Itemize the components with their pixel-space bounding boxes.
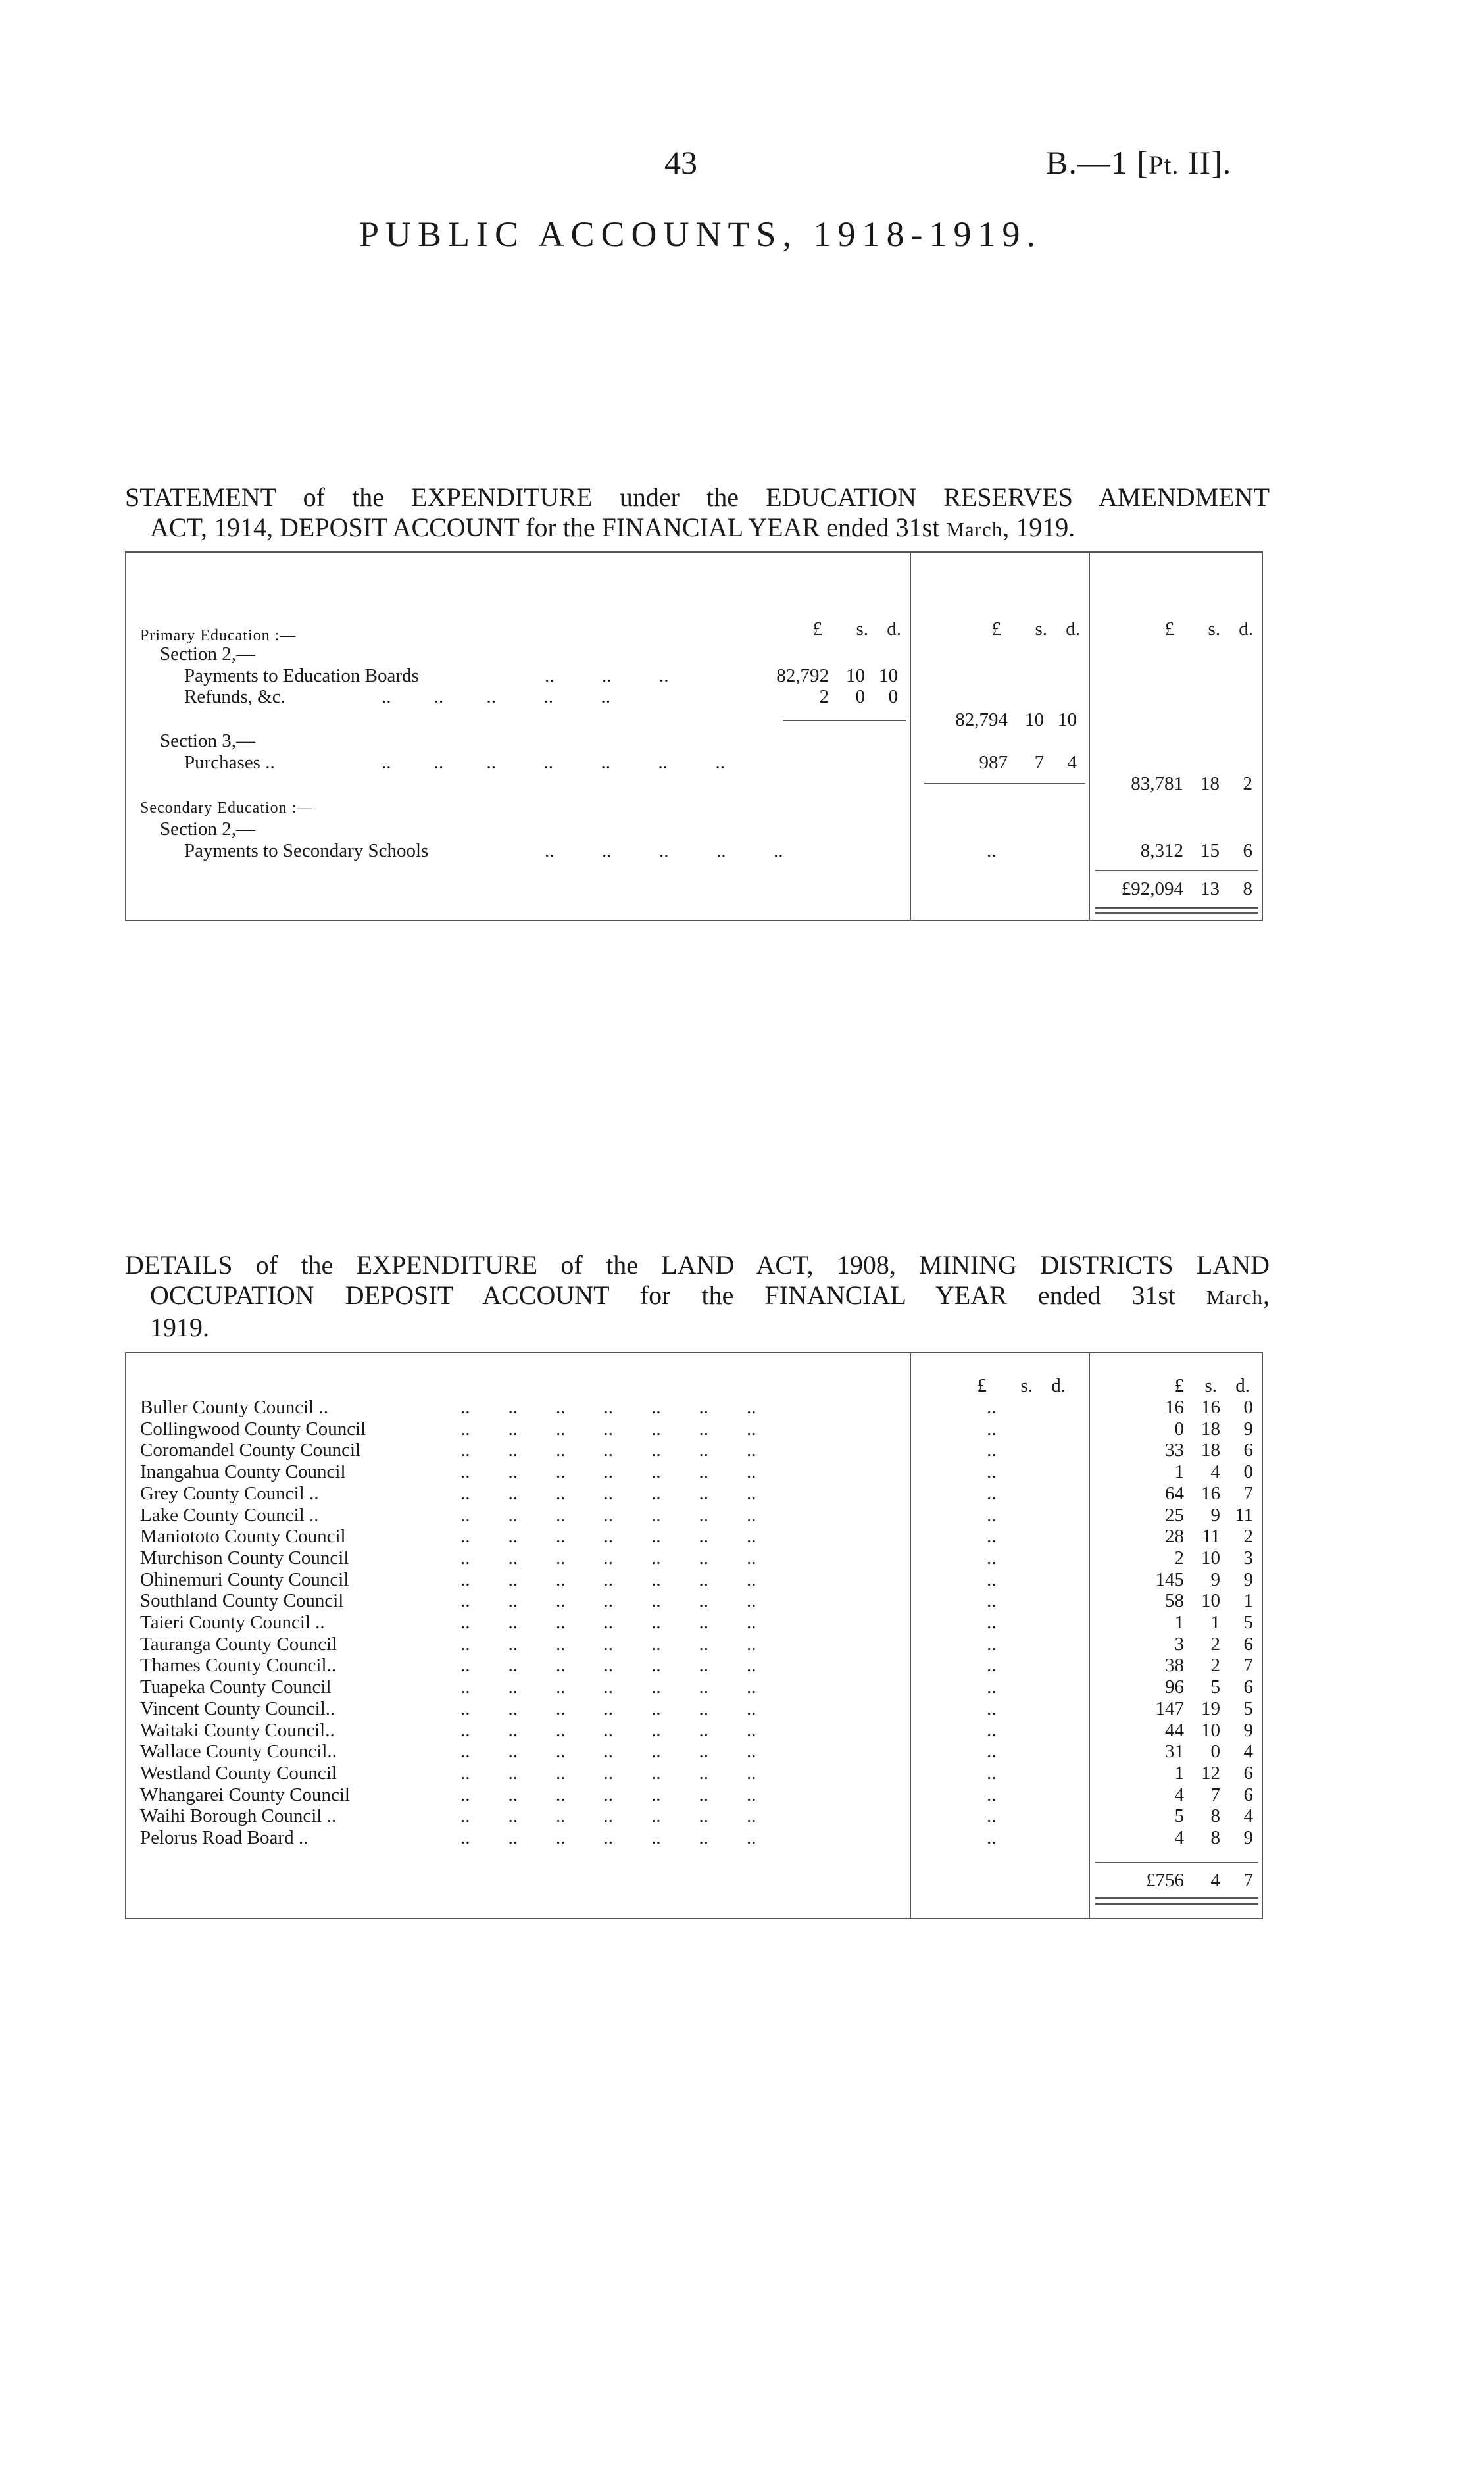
table-row-amount: 4 7 6 xyxy=(1174,1784,1253,1805)
table-row-amount: 0 18 9 xyxy=(1174,1419,1253,1440)
table-row-amount: 147 19 5 xyxy=(1155,1698,1253,1719)
table-row-label: Taieri County Council .. xyxy=(140,1612,325,1633)
table-row-label: Murchison County Council xyxy=(140,1547,349,1569)
table-row-label: Whangarei County Council xyxy=(140,1784,350,1805)
table-row-label: Vincent County Council.. xyxy=(140,1698,335,1719)
table-row-amount: 145 9 9 xyxy=(1155,1569,1253,1590)
table-row-amount: 5 8 4 xyxy=(1174,1805,1253,1826)
table-row-label: Tuapeka County Council xyxy=(140,1676,332,1697)
refunds-amount: 2 0 0 xyxy=(819,686,898,707)
payments-boards-label: Payments to Education Boards xyxy=(184,665,419,686)
table-row-label: Southland County Council xyxy=(140,1590,344,1611)
page-number: 43 xyxy=(664,144,697,181)
table-row-label: Wallace County Council.. xyxy=(140,1741,337,1762)
table-row-label: Pelorus Road Board .. xyxy=(140,1827,309,1848)
col3-header: £ s. d. xyxy=(1164,618,1253,640)
table-row-amount: 38 2 7 xyxy=(1165,1655,1253,1676)
payments-secondary-amount: 8,312 15 6 xyxy=(1140,840,1252,861)
table-row-label: Coromandel County Council xyxy=(140,1440,361,1461)
table-row-label: Ohinemuri County Council xyxy=(140,1569,349,1590)
table-row-label: Thames County Council.. xyxy=(140,1655,337,1676)
table-row-amount: 1 1 5 xyxy=(1174,1612,1253,1633)
document-reference: B.—1 [Pt. II]. xyxy=(1046,144,1232,181)
primary-total: 83,781 18 2 xyxy=(1131,773,1252,794)
table-row-amount: 44 10 9 xyxy=(1165,1720,1253,1741)
secondary-section2-label: Section 2,— xyxy=(160,818,255,840)
table-row-amount: 2 10 3 xyxy=(1174,1547,1253,1569)
table-row-amount: 16 16 0 xyxy=(1165,1397,1253,1418)
table-row-label: Buller County Council .. xyxy=(140,1397,328,1418)
secondary-education-label: Secondary Education :— xyxy=(140,799,314,816)
table-row-amount: 1 12 6 xyxy=(1174,1763,1253,1784)
table-row-amount: 4 8 9 xyxy=(1174,1827,1253,1848)
page-title: PUBLIC ACCOUNTS, 1918-1919. xyxy=(359,214,1043,254)
table-row-label: Tauranga County Council xyxy=(140,1634,337,1655)
table-row-amount: 1 4 0 xyxy=(1174,1461,1253,1482)
payments-secondary-label: Payments to Secondary Schools xyxy=(184,840,429,861)
statement1-heading: STATEMENT of the EXPENDITURE under the EDUCATION RESERVES AMENDMENT ACT, 1914, DEPOSIT ACCOUNT for the FINANCIAL YEAR ended 31st March, 1919. xyxy=(125,482,1270,542)
section2-label: Section 2,— xyxy=(160,643,255,665)
table-row-amount: 64 16 7 xyxy=(1165,1483,1253,1504)
table-row-label: Waitaki County Council.. xyxy=(140,1720,335,1741)
statement1-grand-total: £92,094 13 8 xyxy=(1121,878,1252,899)
table-row-label: Collingwood County Council xyxy=(140,1419,366,1440)
primary-s2-subtotal: 82,794 10 10 xyxy=(955,709,1077,730)
table-row-amount: 96 5 6 xyxy=(1165,1676,1253,1697)
table-row-amount: 28 11 2 xyxy=(1165,1526,1253,1547)
col1-header: £ s. d. xyxy=(812,618,901,640)
table-row-label: Westland County Council xyxy=(140,1763,337,1784)
primary-education-label: Primary Education :— xyxy=(140,627,297,644)
table-row-amount: 58 10 1 xyxy=(1165,1590,1253,1611)
table-row-label: Waihi Borough Council .. xyxy=(140,1805,337,1826)
table-row-label: Lake County Council .. xyxy=(140,1505,319,1526)
purchases-amount: 987 7 4 xyxy=(979,752,1077,773)
table-row-amount: 25 9 11 xyxy=(1165,1505,1253,1526)
table-row-label: Grey County Council .. xyxy=(140,1483,319,1504)
statement2-heading: DETAILS of the EXPENDITURE of the LAND ACT, 1908, MINING DISTRICTS LAND OCCUPATION DEPOSIT ACCOUNT for the FINANCIAL YEAR ended 31st March, 1919. xyxy=(125,1250,1270,1342)
section3-label: Section 3,— xyxy=(160,730,255,751)
table-row-label: Maniototo County Council xyxy=(140,1526,346,1547)
statement2-total: £756 4 7 xyxy=(1146,1870,1253,1891)
table-row-label: Inangahua County Council xyxy=(140,1461,346,1482)
payments-boards-amount: 82,792 10 10 xyxy=(776,665,898,686)
table-row-amount: 31 0 4 xyxy=(1165,1741,1253,1762)
s2-col2-header: £ s. d. xyxy=(977,1375,1066,1396)
table-row-amount: 33 18 6 xyxy=(1165,1440,1253,1461)
s2-col3-header: £ s. d. xyxy=(1174,1375,1250,1396)
purchases-label: Purchases .. xyxy=(184,752,275,773)
table-row-amount: 3 2 6 xyxy=(1174,1634,1253,1655)
col2-header: £ s. d. xyxy=(991,618,1080,640)
refunds-label: Refunds, &c. xyxy=(184,686,285,707)
